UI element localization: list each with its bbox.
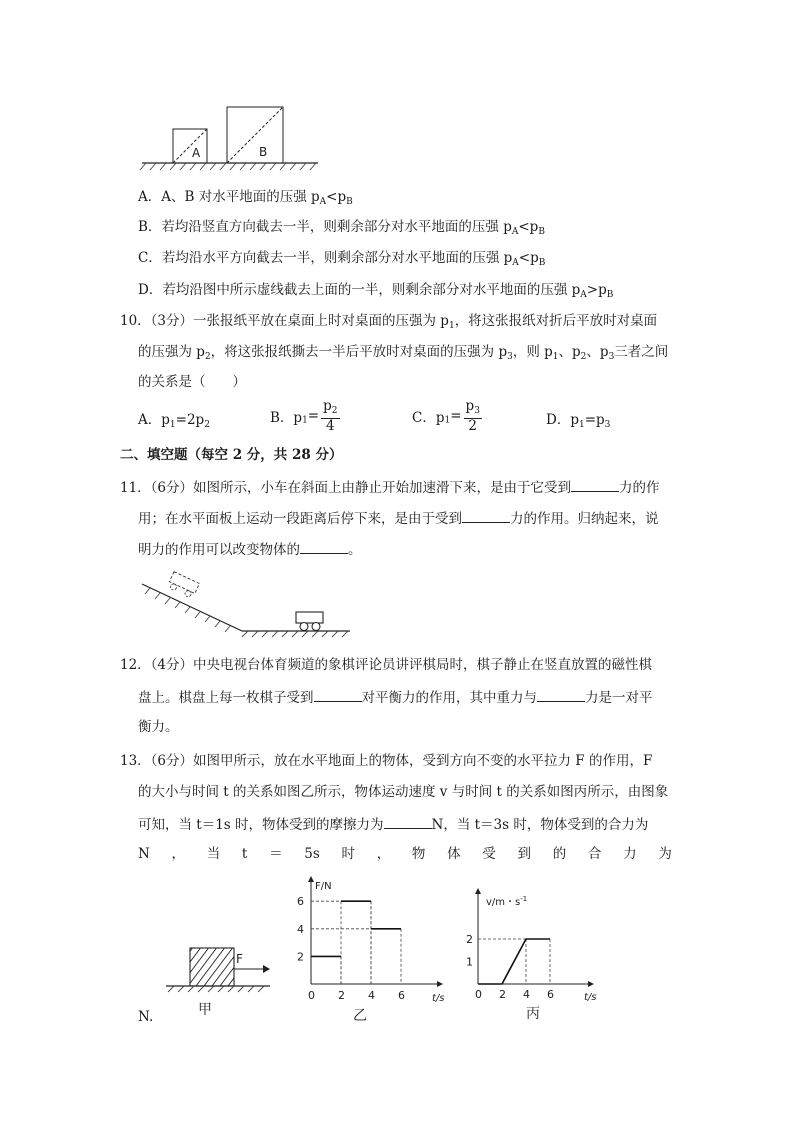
figure-caption-bing: 丙 — [526, 1006, 540, 1022]
velocity-line — [478, 939, 550, 984]
y-tick-label: 4 — [297, 922, 304, 936]
y-axis-label: v/m・$s^{-1}$ — [486, 895, 528, 908]
q11-blank-1[interactable] — [571, 477, 619, 492]
q9-option-a: A．A、B 对水平地面的压强 $p_A<p_B$ — [138, 189, 353, 207]
q11-blank-2[interactable] — [462, 508, 510, 523]
x-tick-label: 0 — [475, 988, 482, 1001]
figure-caption-yi: 乙 — [353, 1008, 367, 1024]
q13-line-2: 的大小与时间 t 的关系如图乙所示，物体运动速度 v 与时间 t 的关系如图丙所示，由图象 — [138, 784, 669, 800]
q12-blank-1[interactable] — [314, 687, 362, 702]
y-tick-label: 1 — [466, 955, 473, 969]
x-axis-label: t/s — [432, 993, 445, 1004]
q10-line-3: 的关系是（ ） — [138, 374, 246, 390]
q9-blocks-figure — [138, 100, 328, 174]
q10-line-1: 10．（3分）一张报纸平放在桌面上时对桌面的压强为 $p_1$，将这张报纸对折后平放时对桌面 — [120, 313, 658, 331]
block-b-label: B — [259, 145, 268, 159]
q13-line-3: 可知，当 t＝1s 时，物体受到的摩擦力为 N，当 t＝3s 时，物体受到的合力为 — [138, 814, 648, 834]
section-title: 二、填空题（每空 2 分，共 28 分） — [120, 447, 343, 463]
y-tick-label: 6 — [297, 895, 304, 909]
y-axis-label: F/N — [315, 881, 332, 892]
q12-blank-2[interactable] — [537, 687, 585, 702]
block-a-label: A — [192, 146, 201, 160]
chart-bing — [462, 886, 612, 1026]
q12-line-2: 盘上。棋盘上每一枚棋子受到 对平衡力的作用，其中重力与 力是一对平 — [138, 687, 653, 707]
chart-yi — [293, 874, 453, 1024]
q10-option-d: D．$p_1=p_3$ — [546, 412, 611, 430]
x-tick-label: 2 — [499, 988, 506, 1001]
x-tick-label: 6 — [547, 988, 554, 1001]
x-tick-label: 2 — [338, 989, 345, 1002]
y-tick-label: 2 — [297, 950, 304, 964]
y-tick-label: 2 — [466, 933, 473, 946]
q11-line-2: 用；在水平面板上运动一段距离后停下来，是由于受到 力的作用。归纳起来，说 — [138, 508, 659, 528]
figure-caption-jia: 甲 — [198, 1002, 212, 1018]
q9-option-b: B．若均沿竖直方向截去一半，则剩余部分对水平地面的压强 $p_A<p_B$ — [138, 219, 545, 237]
x-tick-label: 4 — [368, 989, 375, 1002]
q9-option-d: D．若均沿图中所示虚线截去上面的一半，则剩余部分对水平地面的压强 $p_A>p_B$ — [138, 282, 614, 300]
q13-line-5: N. — [138, 1009, 154, 1025]
q13-blank-1[interactable] — [384, 814, 432, 829]
q11-incline-figure — [138, 574, 354, 638]
x-axis-label: t/s — [584, 992, 597, 1003]
q10-option-c: C．$p_1=$ $\frac{p_3}{2}$ — [412, 398, 480, 434]
q13-line-4: N ， 当 t ＝ 5s 时 ， 物 体 受 到 的 合 力 为 — [138, 846, 672, 862]
q11-line-1: 11．（6分）如图所示，小车在斜面上由静止开始加速滑下来，是由于它受到 力的作 — [120, 477, 660, 497]
x-tick-label: 4 — [523, 988, 530, 1001]
q11-blank-3[interactable] — [300, 539, 348, 554]
q10-line-2: 的压强为 $p_2$，将这张报纸撕去一半后平放时对桌面的压强为 $p_3$，则 $p_1$、$p_2$、$p_3$三者之间 — [138, 344, 669, 362]
x-tick-label: 0 — [308, 989, 315, 1002]
q11-line-3: 明力的作用可以改变物体的 。 — [138, 539, 362, 559]
q13-fig-jia — [164, 944, 276, 1020]
cart-on-ground — [296, 612, 323, 631]
q10-option-b: B．$p_1=$ $\frac{p_2}{4}$ — [270, 398, 338, 434]
q12-line-3: 衡力。 — [138, 719, 179, 735]
q12-line-1: 12．（4分）中央电视台体育频道的象棋评论员讲评棋局时，棋子静止在竖直放置的磁性棋 — [120, 657, 653, 673]
q9-option-c: C．若均沿水平方向截去一半，则剩余部分对水平地面的压强 $p_A<p_B$ — [138, 250, 546, 268]
force-label: F — [236, 952, 243, 966]
q10-option-a: A．$p_1=2p_2$ — [138, 412, 210, 430]
x-tick-label: 6 — [398, 989, 405, 1002]
arrow-right-icon — [263, 965, 270, 973]
cart-on-incline — [167, 572, 200, 599]
q13-line-1: 13．（6分）如图甲所示，放在水平地面上的物体，受到方向不变的水平拉力 F 的作用，F — [120, 753, 653, 769]
